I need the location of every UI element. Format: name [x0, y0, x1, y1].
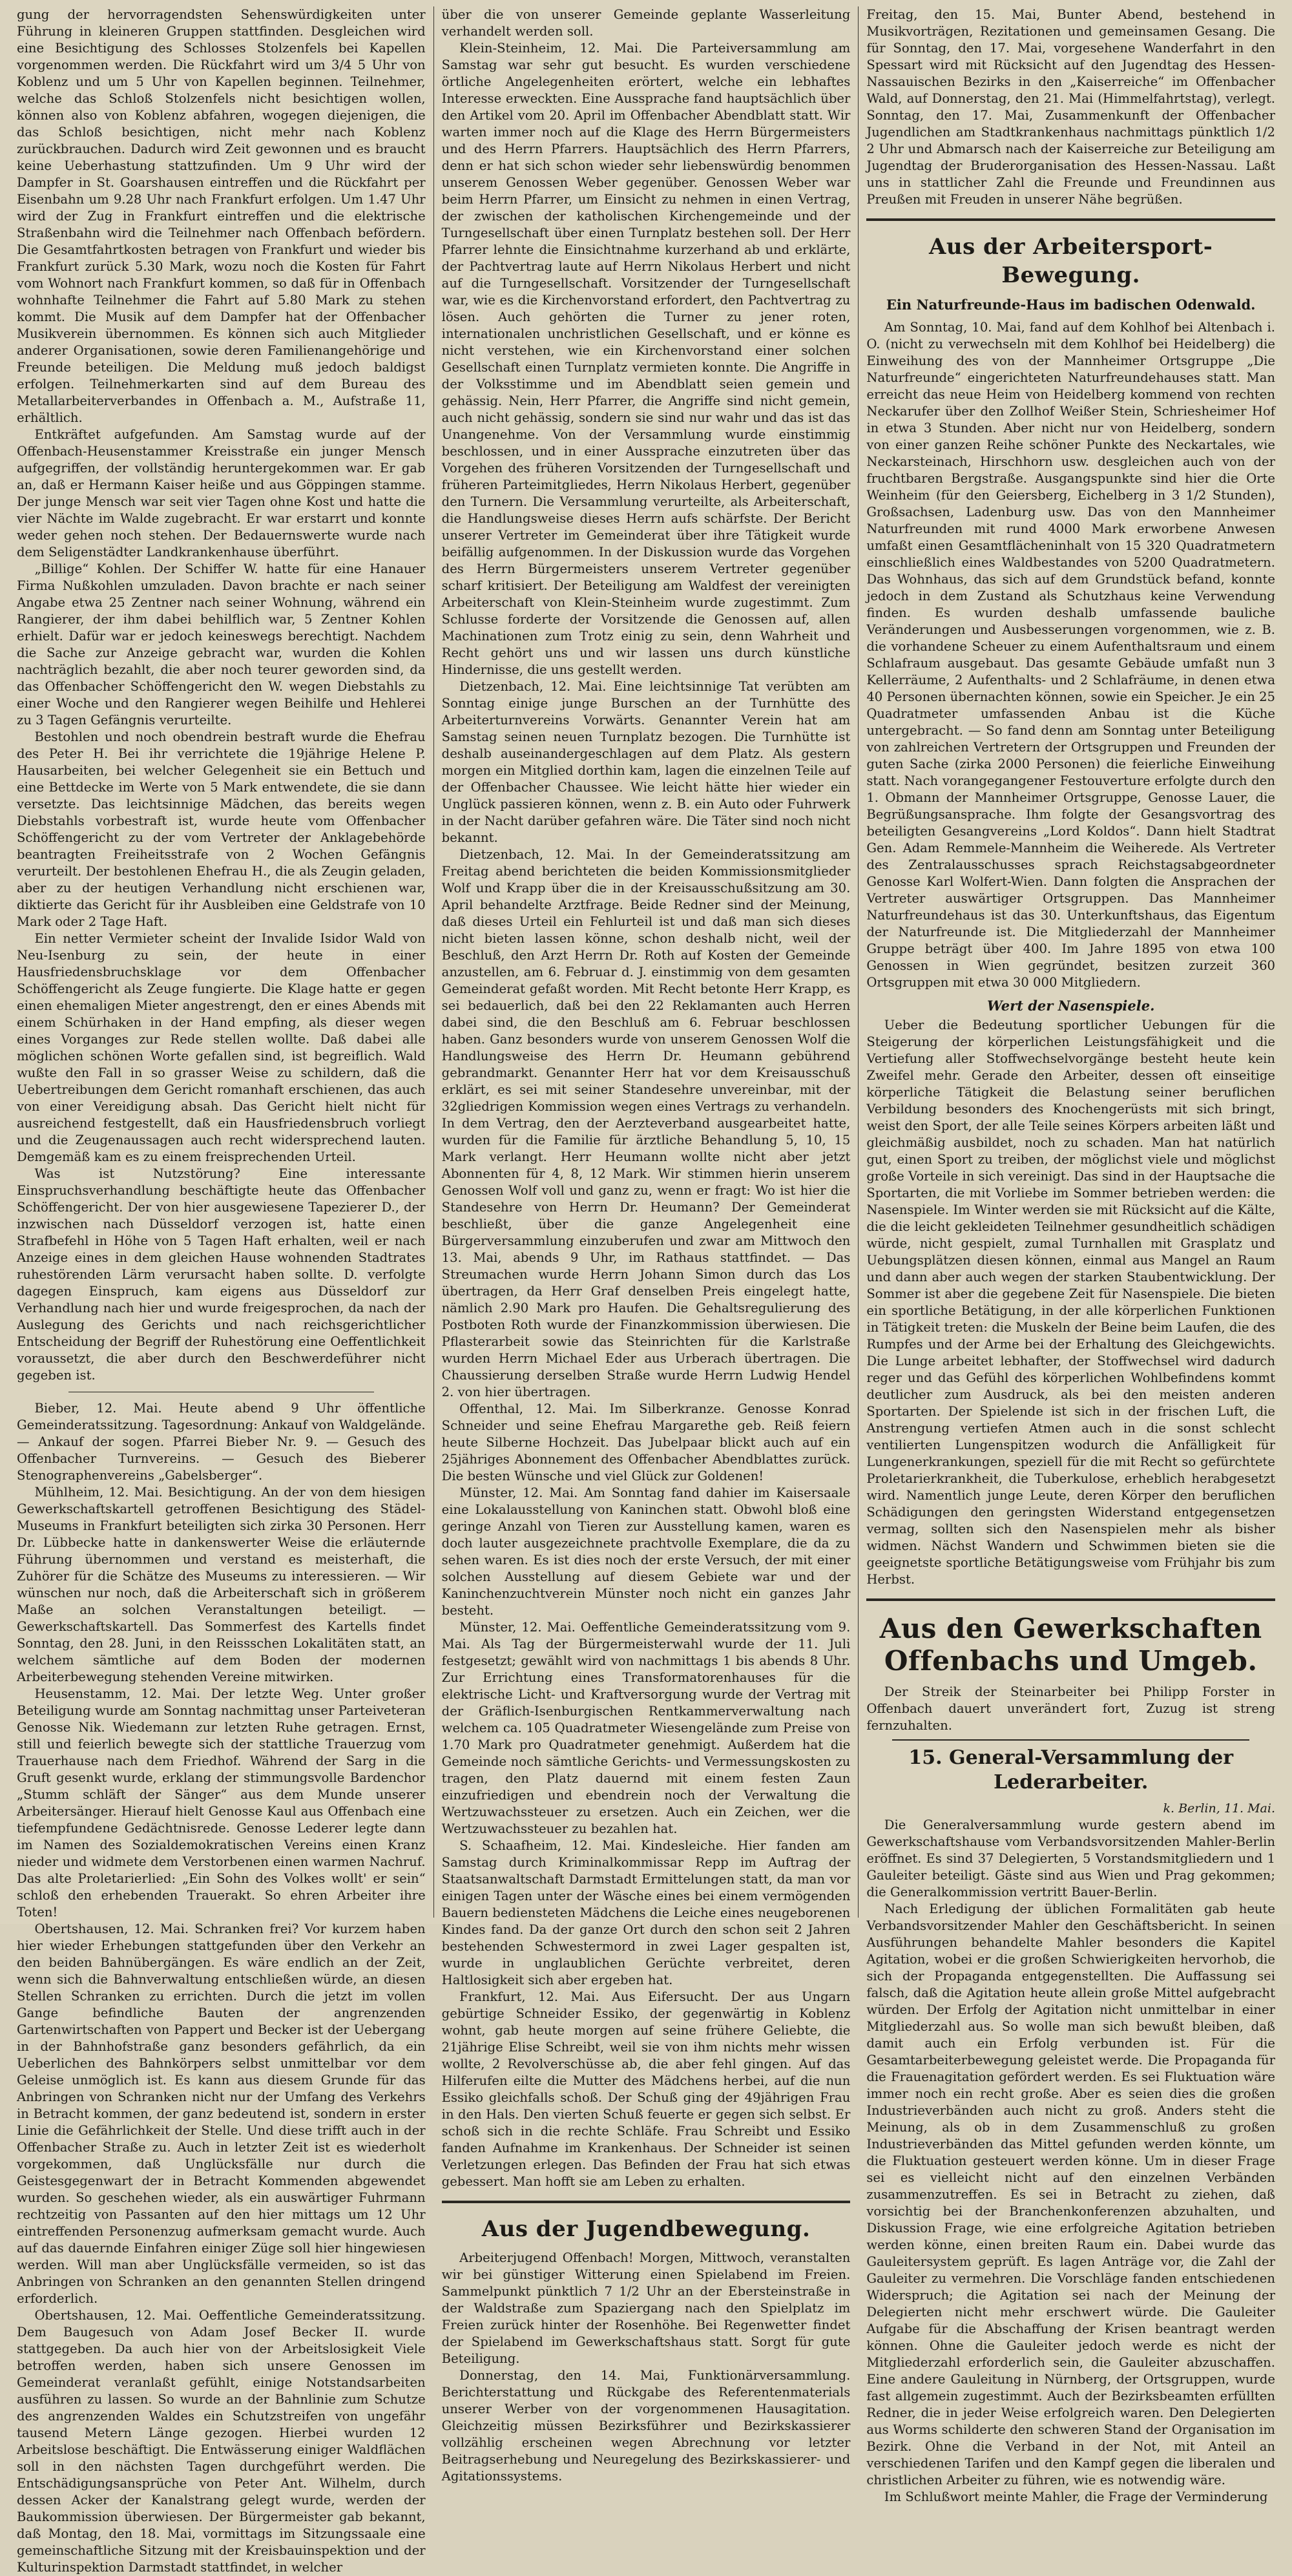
column-container [9, 6, 1283, 2575]
article-ausflug: gung der hervorragendsten Sehenswürdigkeiten unter Führung in kleineren Gruppen stattfinden. Desgleichen wird eine Besichtigung des Schlosses Stolzenfels bei Kapellen vorgenommen werden. Die Rückfahrt wird um 3/4 5 Uhr von Koblenz und um 5 Uhr von Kapellen beginnen. Teilnehmer, welche das Schloß Stolzenfels nicht besichtigen wollen, können also von Koblenz abfahren, wogegen diejenigen, die das Schloß besichtigen, nicht mehr nach Koblenz zurückbrauchen. Dadurch wird Zeit gewonnen und es braucht keine Ueberhastung stattzufinden. Um 9 Uhr wird der Dampfer in St. Goarshausen eintreffen und die Rückfahrt per Eisenbahn um 9.28 Uhr nach Frankfurt erfolgen. Um 1.47 Uhr wird der Zug in Frankfurt eintreffen und die elektrische Straßenbahn wird die Teilnehmer nach Offenbach befördern. Die Gesamtfahrtkosten betragen von Frankfurt und wieder bis Frankfurt zurück 5.30 Mark, wozu noch die Kosten für Fahrt vom Wohnort nach Frankfurt kommen, so daß für in Offenbach wohnhafte Teilnehmer die Fahrt auf 5.80 Mark zu stehen kommt. Die Musik auf dem Dampfer hat der Offenbacher Musikverein übernommen. Es können sich auch Mitglieder anderer Organisationen, sowie deren Familienangehörige und Freunde beteiligen. Die Meldung muß jedoch baldigst erfolgen. Teilnehmerkarten sind auf dem Bureau des Metallarbeiterverbandes in Offenbach a. M., Aufstraße 11, erhältlich. [17, 7, 426, 425]
column-1 [9, 6, 433, 2575]
subheading-naturfreunde: Ein Naturfreunde-Haus im badischen Odenwald. [886, 297, 1256, 313]
dateline: k. Berlin, 11. Mai. [1163, 1801, 1276, 1816]
article-kohlen: „Billige“ Kohlen. Der Schiffer W. hatte für eine Hanauer Firma Nußkohlen umzuladen. Davon brachte er nach seiner Angabe etwa 25 Zentner nach seiner Wohnung, während ein Rangierer, der ihm dabei behilflich war, 5 Zentner Kohlen erhielt. Dafür war er jedoch keineswegs berechtigt. Nachdem die Sache zur Anzeige gebracht war, wurden die Kohlen nachträglich bezahlt, die aber noch teurer geworden sind, da das Offenbacher Schöffengericht den W. wegen Diebstahls zu einer Woche und den Rangierer wegen Beihilfe und Hehlerei zu 3 Tagen Gefängnis verurteilte. [17, 561, 426, 728]
article-heusenstamm: Heusenstamm, 12. Mai. Der letzte Weg. Unter großer Beteiligung wurde am Sonntag nachmittag unser Parteiveteran Genosse Nik. Wiedemann zur letzten Ruhe getragen. Ernst, still und feierlich bewegte sich der stattliche Trauerzug vom Trauerhause nach dem Friedhof. Während der Sarg in die Gruft gesenkt wurde, erklang der stimmungsvolle Bardenchor „Stumm schläft der Sänger“ aus dem Munde unserer Arbeitersänger. Hierauf hielt Genosse Kaul aus Offenbach eine tiefempfundene Gedächtnisrede. Genosse Lederer legte dann im Namen des Sozialdemokratischen Vereins einen Kranz nieder und widmete dem Verstorbenen einen warmen Nachruf. Das alte Proletarierlied: „Ein Sohn des Volkes wollt' er sein“ schloß den erhebenden Trauerakt. So ehren Arbeiter ihre Toten! [17, 1686, 426, 1920]
article-dietzenbach-gemeinderat: Dietzenbach, 12. Mai. In der Gemeinderatssitzung am Freitag abend berichteten die beiden Kommissionsmitglieder Wolf und Krapp über die in der Kreisausschußsitzung am 30. April behandelte Arztfrage. Beide Redner sind der Meinung, daß dieses Urteil ein Fehlurteil ist und daß man sich dieses nicht bieten lassen könne, schon deshalb nicht, weil der Beschluß, den Arzt Herrn Dr. Roth auf Kosten der Gemeinde anzustellen, am 6. Februar d. J. einstimmig von dem gesamten Gemeinderat gefaßt worden. Mit Recht betonte Herr Krapp, es sei bedauerlich, daß bei den 22 Reklamanten auch Herren dabei sind, die den Beschluß am 6. Februar beschlossen haben. Ganz besonders wurde von unserem Genossen Wolf die Handlungsweise des Herrn Dr. Heumann gebührend gebrandmarkt. Genannter Herr hat vor dem Kreisausschuß erklärt, es sei mit seiner Standesehre unvereinbar, mit der 32gliedrigen Kommission wegen eines Vertrags zu verhandeln. In dem Vertrag, den der Aerzteverband ausgearbeitet hatte, wurden für die Familie für ärztliche Behandlung 5, 10, 15 Mark verlangt. Herr Heumann wollte nicht aber jetzt Abonnenten für 4, 8, 12 Mark. Wir stimmen hierin unserem Genossen Wolf voll und ganz zu, wenn er fragt: Wo ist hier die Standesehre von Herrn Dr. Heumann? Der Gemeinderat beschließt, über die ganze Angelegenheit eine Bürgerversammlung einzuberufen und zwar am Mittwoch den 13. Mai, abends 9 Uhr, im Rathaus stattfindet. — Das Streumachen wurde Herrn Johann Simon durch das Los übertragen, da Herr Graf denselben Preis eingelegt hatte, nämlich 2.90 Mark pro Haufen. Die Gehaltsregulierung des Postboten Roth wurde der Finanzkommission überwiesen. Die Pflasterarbeit sowie das Steinrichten für die Karlstraße wurden Herrn Michael Eder aus Urberach übertragen. Die Chaussierung derselben Straße wurde Herrn Ludwig Hendel 2. von hier übertragen. [441, 847, 851, 1399]
article-obertshausen-schranken: Obertshausen, 12. Mai. Schranken frei? Vor kurzem haben hier wieder Erhebungen stattgefunden über den Verkehr an den beiden Bahnübergängen. Es wäre endlich an der Zeit, wenn sich die Bahnverwaltung entschließen würde, an diesen Stellen Schranken zu errichten. Durch die jetzt im vollen Gange befindliche Bauten der angrenzenden Gartenwirtschaften von Pappert und Becker ist der Uebergang in der Bahnhofstraße ganz besonders gefährlich, da ein Ueberlichen des Bahnkörpers selbst unmittelbar vor dem Geleise unmöglich ist. Es kann aus diesem Grunde für das Anbringen von Schranken nicht nur der Umfang des Verkehrs in Betracht kommen, der ganz bedeutend ist, sondern in erster Linie die Gefährlichkeit der Stelle. Und diese trifft auch in der Offenbacher Straße zu. Auch in letzter Zeit ist es wiederholt vorgekommen, daß Unglücksfälle nur durch die Geistesgegenwart der in Betracht Kommenden abgewendet wurden. So geschehen wieder, als ein auswärtiger Fuhrmann rechtzeitig von Passanten auf den hier mittags um 12 Uhr eintreffenden Personenzug aufmerksam gemacht wurde. Auch auf das dauernde Einfahren einiger Züge soll hier hingewiesen werden. Will man aber Unglücksfälle vermeiden, so ist das Anbringen von Schranken an den genannten Stellen dringend erforderlich. [17, 1922, 426, 2306]
column-2 [433, 6, 859, 2484]
article-muenster-gemeinderat: Münster, 12. Mai. Oeffentliche Gemeinderatssitzung vom 9. Mai. Als Tag der Bürgermeisterwahl wurde der 11. Juli festgesetzt; gewählt wird von nachmittags 1 bis abends 8 Uhr. Zur Errichtung eines Transformatorenhauses für die elektrische Licht- und Kraftversorgung wurde der Vertrag mit der Gräflich-Isenburgischen Rentkammerverwaltung nach welchem ca. 105 Quadratmeter Wiesengelände zum Preise von 1.70 Mark pro Quadratmeter genehmigt. Außerdem hat die Gemeinde noch sämtliche Gerichts- und Vermessungskosten zu tragen, den Platz dauernd mit einem festen Zaun einzufriedigen und ebendrein noch der Verwaltung die Wertzuwachssteuer zu ersetzen. Auch ein Zeichen, wer die Wertzuwachssteuer zu bezahlen hat. [441, 1620, 851, 1836]
heading-generalversammlung: 15. General-Versammlung der Lederarbeiter. [908, 1746, 1234, 1794]
article-obertshausen-gemeinderat: Obertshausen, 12. Mai. Oeffentliche Gemeinderatssitzung. Dem Baugesuch von Adam Josef Becker II. wurde stattgegeben. Da auch hier von der Arbeitslosigkeit Viele betroffen werden, haben sich unsere Genossen im Gemeinderat veranlaßt gefühlt, einige Notstandsarbeiten ausführen zu lassen. So wurde an der Bahnlinie zum Schutze des angrenzenden Waldes ein Schutzstreifen von ungefähr tausend Metern Länge gezogen. Hierbei wurden 12 Arbeitslose beschäftigt. Die Entwässerung einiger Waldflächen soll in den nächsten Tagen durchgeführt werden. Die Entschädigungsansprüche von Peter Ant. Wilhelm, durch dessen Acker der Kanalstrang gelegt wurde, werden der Baukommission überwiesen. Der Bürgermeister gab bekannt, daß Montag, den 18. Mai, vormittags im Sitzungssaale eine gemeinschaftliche Sitzung mit der Kreisbauinspektion und der Kulturinspektion Darmstadt stattfindet, in welcher [17, 2308, 426, 2575]
section-rule [866, 218, 1275, 221]
section-heading-gewerkschaften: Aus den Gewerkschaften Offenbachs und Umgeb. [879, 1613, 1262, 1677]
article-gv-eroeffnung: Die Generalversammlung wurde gestern abend im Gewerkschaftshause vom Verbandsvorsitzenden Mahler-Berlin eröffnet. Es sind 37 Delegierten, 5 Vorstandsmitgliedern und 1 Gauleiter beteiligt. Gäste sind aus Wien und Prag gekommen; die Generalkommission vertritt Bauer-Berlin. [866, 1817, 1276, 1900]
article-schaafheim: S. Schaafheim, 12. Mai. Kindesleiche. Hier fanden am Samstag durch Kriminalkommissar Repp im Auftrag der Staatsanwaltschaft Darmstadt Ermittelungen statt, da man vor einigen Tagen unter der Wäsche eines bei einem vermögenden Bauern bediensteten Mädchens die Leiche eines neugeborenen Kindes fand. Da der ganze Ort durch den schon seit 2 Jahren bestehenden Schwestermord in zwei Lager gespalten ist, wurde in unglaublichen Gerüchte verbreitet, deren Haltlosigkeit sich aber ergeben hat. [441, 1838, 851, 1987]
subheading-nasenspiele: Wert der Nasenspiele. [986, 998, 1155, 1014]
article-klein-steinheim: Klein-Steinheim, 12. Mai. Die Parteiversammlung am Samstag war sehr gut besucht. Es wurden verschiedene örtliche Angelegenheiten erörtert, welche ein lebhaftes Interesse erweckten. Eine Aussprache fand hauptsächlich über den Artikel vom 20. April im Offenbacher Abendblatt statt. Wir warten immer noch auf die Klage des Herrn Bürgermeisters und des Herrn Pfarrers. Hauptsächlich des Herrn Pfarrers, denn er hat sich schon wieder sehr liebenswürdig benommen unserem Genossen Weber gegenüber. Genossen Weber war beim Herrn Pfarrer, um Einsicht zu nehmen in einen Vertrag, der zwischen der katholischen Kirchengemeinde und der Turngesellschaft über einen Turnplatz bestehen soll. Der Herr Pfarrer lehnte die Einsichtnahme kurzerhand ab und erklärte, der Pachtvertrag laute auf Herrn Nikolaus Herbert und nicht auf die Turngesellschaft. Vorsitzender der Turngesellschaft war, wie es die Kirchenvorstand erfordert, den Pachtvertrag zu lösen. Auch gehörten die Turner zu jener roten, internationalen unchristlichen Gesellschaft, und er könne es nicht verstehen, wie ein Kirchenvorstand einer solchen Gesellschaft einen Turnplatz vermieten konnte. Die Angriffe in der Volksstimme und im Abendblatt seien gemein und gehässig. Nein, Herr Pfarrer, die Angriffe sind nicht gemein, auch nicht gehässig, sondern sie sind nur wahr und das ist das Unangenehme. Von der Versammlung wurde einstimmig beschlossen, und in einer Aussprache einzutreten über das Vorgehen des früheren Vorsitzenden der Turngesellschaft und früheren Parteimitgliedes, Herrn Nikolaus Herbert, gegenüber den Turnern. Die Versammlung verurteilte, als Arbeiterschaft, die Handlungsweise dieses Herrn aufs schärfste. Der Bericht unserer Vertreter im Gemeinderat über ihre Tätigkeit wurde beifällig aufgenommen. In der Diskussion wurde das Vorgehen des Herrn Bürgermeisters unserem Vertreter gegenüber scharf kritisiert. Der Beteiligung am Waldfest der vereinigten Arbeiterschaft von Klein-Steinheim wurde zugestimmt. Zum Schlusse forderte der Vorsitzende die Genossen auf, allen Machinationen zum Trotz einig zu sein, denn Wahrheit und Recht gehört uns und wir lassen uns durch künstliche Hindernisse, die uns gestellt werden. [441, 41, 851, 677]
article-ruhestoerung: Was ist Nutzstörung? Eine interessante Einspruchsverhandlung beschäftigte heute das Offenbacher Schöffengericht. Der von hier ausgewiesene Tapezierer D., der inzwischen nach Düsseldorf verzogen ist, hatte einen Strafbefehl in Höhe von 5 Tagen Haft erhalten, weil er nach Anzeige eines in dem gleichen Hause wohnenden Stadtrates ruhestörenden Lärm verursacht haben sollte. D. verfolgte dagegen Einspruch, kam eigens aus Düsseldorf zur Verhandlung nach hier und wurde freigesprochen, da nach der Auslegung des Gerichts und nach reichsgerichtlicher Entscheidung der Begriff der Ruhestörung eine Oeffentlichkeit voraussetzt, die aber durch den Beschwerdeführer nicht gegeben ist. [17, 1166, 426, 1383]
article-bestohlen: Bestohlen und noch obendrein bestraft wurde die Ehefrau des Peter H. Bei ihr verrichtete die 19jährige Helene P. Hausarbeiten, bei welcher Gelegenheit sie ein Bettuch und eine Bettdecke im Werte von 5 Mark entwendete, die sie dann versetzte. Das leichtsinnige Mädchen, das bereits wegen Diebstahls vorbestraft ist, wurde heute vom Offenbacher Schöffengericht zu der vom Vertreter der Anklagebehörde beantragten Freiheitsstrafe von 2 Wochen Gefängnis verurteilt. Der bestohlenen Ehefrau H., die als Zeugin geladen, aber zu der heutigen Verhandlung nicht erschienen war, diktierte das Gericht für ihr Ausbleiben eine Geldstrafe von 10 Mark oder 2 Tage Haft. [17, 729, 426, 929]
article-gv-schlusswort: Im Schlußwort meinte Mahler, die Frage der Verminderung [884, 2489, 1268, 2504]
article-streik: Der Streik der Steinarbeiter bei Philipp Forster in Offenbach dauert unverändert fort, Zuzug ist streng fernzuhalten. [866, 1684, 1276, 1733]
article-arbeiterjugend: Arbeiterjugend Offenbach! Morgen, Mittwoch, veranstalten wir bei günstiger Witterung einen Spielabend im Freien. Sammelpunkt pünktlich 7 1/2 Uhr an der Ebersteinstraße in der Waldstraße zum Spaziergang nach den Spielplatz im Freien zurück hinter der Rosenhöhe. Bei Regenwetter findet der Spielabend im Gewerkschaftshaus statt. Sorgt für gute Beteiligung. [441, 2250, 851, 2366]
section-rule [866, 1598, 1275, 1601]
article-gv-bericht: Nach Erledigung der üblichen Formalitäten gab heute Verbandsvorsitzender Mahler den Geschäftsbericht. In seinen Ausführungen behandelte Mahler besonders die Kapitel Agitation, wobei er die großen Schwierigkeiten hervorhob, die sich der Propaganda entgegenstellten. Die Auffassung sei falsch, daß die Agitation heute allein große Mittel aufgebracht würden. Der Erfolg der Agitation nicht unmittelbar in einer Mitgliederzahl aus. So wolle man sich bewußt bleiben, daß damit auch ein Erfolg verbunden ist. Für die Gesamtarbeiterbewegung geleistet werde. Die Propaganda für die Frauenagitation gefördert werden. Es sei Fluktuation wäre immer noch ein recht große. Aber es seien dies die großen Industrieverbänden auch nicht zu groß. Anders steht die Meinung, als ob in dem Zusammenschluß zu großen Industrieverbänden das Mittel gefunden werden könnte, um die Fluktuation gesteuert werden könne. Um in dieser Frage sei es vielleicht nicht auf den einzelnen Verbänden zusammenzutreffen. Es sei in Betracht zu ziehen, daß vorsichtig bei der Branchenkonferenzen abzuhalten, und Diskussion Frage, wie eine erfolgreiche Agitation betrieben werden könne, einen breiten Raum ein. Dabei wurde das Gauleitersystem geprüft. Es lagen Anträge vor, die Zahl der Gauleiter zu vermehren. Die Vorschläge fanden entschiedenen Widerspruch; die Agitation sei nach der Meinung der Delegierten nicht mehr erschwert würde. Die Gauleiter Aufgabe für die Abschaffung der Krisen beantragt werden können. Ohne die Gauleiter jedoch werde es nicht der Mitgliederzahl erforderlich sein, die Gauleiter abzuschaffen. Eine andere Gauleitung in Nürnberg, der Ortsgruppen, wurde fast allgemein zugestimmt. Auch der Bezirksbeamten erfüllten Redner, die in jeder Weise erfolgreich waren. Den Delegierten aus Worms schilderte den schweren Stand der Organisation im Bezirk. Ohne die Verband in der Not, mit Anteil an verschiedenen Tarifen und den Kampf gegen die liberalen und christlichen Arbeiter zu führen, wie es notwendig wäre. [866, 1901, 1276, 2487]
article-muenster-kaninchen: Münster, 12. Mai. Am Sonntag fand dahier im Kaisersaale eine Lokalausstellung von Kaninchen statt. Obwohl bloß eine geringe Anzahl von Tieren zur Ausstellung kamen, waren es doch lauter ausgezeichnete prachtvolle Exemplare, die da zu sehen waren. Es ist dies noch der erste Versuch, der mit einer solchen Ausstellung auf diesem Gebiete war und der Kaninchenzuchtverein Münster noch nicht ein ganzes Jahr besteht. [441, 1485, 851, 1618]
article-naturfreundehaus: Am Sonntag, 10. Mai, fand auf dem Kohlhof bei Altenbach i. O. (nicht zu verwechseln mit dem Kohlhof bei Heidelberg) die Einweihung des von der Mannheimer Ortsgruppe „Die Naturfreunde“ eingerichteten Naturfreundehauses statt. Man erreicht das neue Heim von Heidelberg kommend von rechten Neckarufer über den Zollhof Weißer Stein, Schriesheimer Hof in etwa 3 Stunden. Aber nicht nur von Heidelberg, sondern von einer ganzen Reihe schöner Punkte des Neckartales, wie Neckarsteinach, Hirschhorn usw. desgleichen auch von der fruchtbaren Bergstraße. Ausgangspunkte sind hier die Orte Weinheim (für den Geiersberg, Eichelberg in 3 1/2 Stunden), Großsachsen, Ladenburg usw. Das von den Mannheimer Naturfreunden mit rund 4000 Mark erworbene Anwesen umfaßt einen Gesamtflächeninhalt von 15 320 Quadratmetern einschließlich eines Waldbestandes von 5200 Quadratmetern. Das Wohnhaus, das sich auf dem Grundstück befand, konnte jedoch in dem Zustand als Schutzhaus keine Verwendung finden. Es wurden deshalb umfassende bauliche Veränderungen und Ausbesserungen vorgenommen, wie z. B. die vorhandene Scheuer zu einem Aufenthaltsraum und einem Schlafraum ausgebaut. Das gesamte Gebäude umfaßt nun 3 Kellerräume, 2 Aufenthalts- und 2 Schlafräume, in denen etwa 40 Personen übernachten können, sowie ein Speicher. Je ein 25 Quadratmeter umfassenden Anbau ist die Küche untergebracht. — So fand denn am Sonntag unter Beteiligung von zahlreichen Vertretern der Ortsgruppen und Freunden der guten Sache (zirka 2000 Personen) die feierliche Einweihung statt. Nach vorangegangener Festouverture erfolgte durch den 1. Obmann der Mannheimer Ortsgruppe, Genosse Lauer, die Begrüßungsansprache. Ihm folgte der Gesangsvortrag des beteiligten Gesangvereins „Lord Koldos“. Dann hielt Stadtrat Gen. Adam Remmele-Mannheim die Weiherede. Als Vertreter des Zentralausschusses sprach Reichstagsabgeordneter Genosse Karl Wolfert-Wien. Dann folgten die Ansprachen der Vertreter auswärtiger Ortsgruppen. Das Mannheimer Naturfreundehaus ist das 30. Unterkunftshaus, das Eigentum der Naturfreunde ist. Die Mitgliederzahl der Mannheimer Gruppe beträgt über 400. Im Jahre 1895 von etwa 100 Genossen in Wien gegründet, besitzen zurzeit 360 Ortsgruppen mit etwa 30 000 Mitgliedern. [866, 320, 1276, 990]
article-bieber: Bieber, 12. Mai. Heute abend 9 Uhr öffentliche Gemeinderatssitzung. Tagesordnung: Ankauf von Waldgelände. — Ankauf der sogen. Pfarrei Bieber Nr. 9. — Gesuch des Offenbacher Turnvereins. — Gesuch des Bieberer Stenographenvereins „Gabelsberger“. [17, 1401, 426, 1483]
article-nasenspiele: Ueber die Bedeutung sportlicher Uebungen für die Steigerung der körperlichen Leistungsfähigkeit und die Vertiefung aller Stoffwechselvorgänge besteht heute kein Zweifel mehr. Gerade den Arbeiter, dessen oft einseitige körperliche Tätigkeit die Belastung seiner beruflichen Verbildung besonders des Knochengerüsts mit sich bringt, weist den Sport, der alle Teile seines Körpers arbeiten läßt und gleichmäßig ausbildet, noch zu schaden. Man hat natürlich gut, einen Sport zu treiben, der möglichst viele und möglichst große Vorteile in sich vereinigt. Das sind in der Hauptsache die Sportarten, die mit Vorliebe im Sommer betrieben werden: die Nasenspiele. Im Winter werden sie mit Rücksicht auf die Kälte, die die leicht gekleideten Teilnehmer gesundheitlich schädigen würde, nicht gespielt, zumal Turnhallen mit Grasplatz und Uebungsplätzen diesen können, einmal aus Mangel an Raum und dann aber auch wegen der starken Staubentwicklung. Der Sommer ist aber die gegebene Zeit für Nasenspiele. Die bieten ein sportliche Betätigung, in der alle körperlichen Funktionen in Tätigkeit treten: die Muskeln der Beine beim Laufen, die des Rumpfes und der Arme bei der Erhaltung des Gleichgewichts. Die Lunge arbeitet lebhafter, der Stoffwechsel wird dadurch reger und das Gefühl des körperlichen Wohlbefindens kommt deutlicher zum Ausdruck, als bei den meisten anderen Sportarten. Der Spielende ist sich in der frischen Luft, die Anstrengung vertiefen Atmen auch in die sonst schlecht ventilierten Lungenspitzen wodurch die Anfälligkeit für Lungenerkrankungen, speziell für die mit Recht so gefürchtete Proletarierkrankheit, die Tuberkulose, erheblich herabgesetzt wird. Namentlich junge Leute, deren Körper den beruflichen Schädigungen den geringsten Widerstand entgegensetzen vermag, sollten sich den Nasenspielen mehr als bisher widmen. Nächst Wandern und Schwimmen bieten sie die geeignetste sportliche Betätigungsweise vom Frühjahr bis zum Herbst. [866, 1018, 1276, 1587]
article-frankfurt: Frankfurt, 12. Mai. Aus Eifersucht. Der aus Ungarn gebürtige Schneider Essiko, der gegenwärtig in Koblenz wohnt, gab heute morgen auf seine frühere Geliebte, die 21jährige Elise Schreibt, weil sie von ihm nichts mehr wissen wollte, 2 Revolverschüsse ab, die aber fehl gingen. Auf das Hilferufen eilte die Mutter des Mädchens herbei, auf die nun Essiko gleichfalls schoß. Der Schuß ging der 49jährigen Frau in den Hals. Den vierten Schuß feuerte er gegen sich selbst. Er schoß sich in die rechte Schläfe. Frau Schreibt und Essiko fanden Aufnahme im Krankenhaus. Der Schneider ist seinen Verletzungen erlegen. Das Befinden der Frau hat sich etwas gebessert. Man hofft sie am Leben zu erhalten. [441, 1989, 851, 2189]
article-vermieter: Ein netter Vermieter scheint der Invalide Isidor Wald von Neu-Isenburg zu sein, der heute in einer Hausfriedensbruchsklage vor dem Offenbacher Schöffengericht als Zeuge fungierte. Die Klage hatte er gegen einen ehemaligen Mieter angestrengt, den er eines Abends mit einem Schürhaken in der Hand empfing, als dieser wegen eines Vorganges zur Rede stellen wollte. Daß dabei alle möglichen schönen Worte gefallen sind, ist begreiflich. Wald wußte den Fall in so grasser Weise zu schildern, daß die Uebertreibungen dem Gericht romanhaft erschienen, das auch von einer Vereidigung absah. Das Gericht hielt nicht für ausreichend festgestellt, daß ein Hausfriedensbruch vorliegt und die Zeugenaussagen auch recht widersprechend lauten. Demgemäß kam es zu einem freisprechenden Urteil. [17, 931, 426, 1164]
divider [892, 1739, 1249, 1741]
section-rule [442, 2201, 851, 2203]
article-bunter-abend: Freitag, den 15. Mai, Bunter Abend, bestehend in Musikvorträgen, Rezitationen und gemeinsamen Gesang. Die für Sonntag, den 17. Mai, vorgesehene Wanderfahrt in den Spessart wird mit Rücksicht auf den Jugendtag des Hessen-Nassauischen Bezirks in den „Kaiserreiche“ im Offenbacher Wald, auf Donnerstag, den 21. Mai (Himmelfahrtstag), verlegt. Sonntag, den 17. Mai, Zusammenkunft der Offenbacher Jugendlichen am Stadtkrankenhaus nachmittags pünktlich 1/2 2 Uhr und Abmarsch nach der Kaiserreiche zur Beteiligung am Jugendtag der Bruderorganisation des Hessen-Nassau. Laßt uns in stattlicher Zahl die Freunde und Freundinnen aus Preußen mit Freuden in unserer Nähe begrüßen. [866, 7, 1276, 207]
section-heading-jugend: Aus der Jugendbewegung. [481, 2216, 811, 2242]
article-offenthal: Offenthal, 12. Mai. Im Silberkranze. Genosse Konrad Schneider und seine Ehefrau Margarethe geb. Reiß feiern heute Silberne Hochzeit. Das Jubelpaar blickt auch auf ein 25jähriges Abonnement des Offenbacher Abendblattes zurück. Die besten Wünsche und viel Glück zur Goldenen! [441, 1401, 851, 1483]
article-dietzenbach-tat: Dietzenbach, 12. Mai. Eine leichtsinnige Tat verübten am Sonntag einige junge Burschen an der Turnhütte des Arbeiterturnvereins Vorwärts. Genannter Verein hat am Samstag seinen neuen Turnplatz bezogen. Die Turnhütte ist deshalb auseinandergeschlagen auf dem Platz. Als gestern morgen ein Mitglied dorthin kam, lagen die einzelnen Teile auf der Offenbacher Chaussee. Wie leicht hätte hier wieder ein Unglück passieren können, wenn z. B. ein Auto oder Fuhrwerk in der Nacht darüber gefahren wäre. Die Täter sind noch nicht bekannt. [441, 679, 851, 845]
section-heading-sport: Aus der Arbeitersport-Bewegung. [928, 234, 1213, 288]
article-funktionaer: Donnerstag, den 14. Mai, Funktionärversammlung. Berichterstattung und Rückgabe des Referentenmaterials unserer Werber von der vorgenommenen Hausagitation. Gleichzeitig müssen Bezirksführer und Bezirkskassierer vollzählig erscheinen wegen Abrechnung vor letzter Beitragserhebung und Neuregelung des Bezirkskassierer- und Agitationssystems. [441, 2368, 851, 2484]
article-wasserleitung: über die von unserer Gemeinde geplante Wasserleitung verhandelt werden soll. [441, 7, 851, 39]
article-entkraeftet: Entkräftet aufgefunden. Am Samstag wurde auf der Offenbach-Heusenstammer Kreisstraße ein junger Mensch aufgegriffen, der vollständig heruntergekommen war. Er gab an, daß er Hermann Kaiser heiße und aus Göppingen stamme. Der junge Mensch war seit vier Tagen ohne Kost und hatte die vier Nächte im Walde zugebracht. Er war erstarrt und konnte weder gehen noch stehen. Der Bedauernswerte wurde nach dem Seligenstädter Landkrankenhause überführt. [17, 427, 426, 560]
article-muehlheim: Mühlheim, 12. Mai. Besichtigung. An der von dem hiesigen Gewerkschaftskartell getroffenen Besichtigung des Städel-Museums in Frankfurt beteiligten sich zirka 30 Personen. Herr Dr. Lübbecke hatte in dankenswerter Weise die erläuternde Führung übernommen und verstand es meisterhaft, die Zuhörer für die Schätze des Museums zu interessieren. — Wir wünschen nur noch, daß die Arbeiterschaft sich in größerem Maße an solchen Veranstaltungen beteiligt. — Gewerkschaftskartell. Das Sommerfest des Kartells findet Sonntag, den 28. Juni, in den Reissschen Lokalitäten statt, an welchem sämtliche auf dem Boden der modernen Arbeiterbewegung stehenden Vereine mitwirken. [17, 1485, 426, 1684]
column-3 [858, 6, 1283, 2504]
